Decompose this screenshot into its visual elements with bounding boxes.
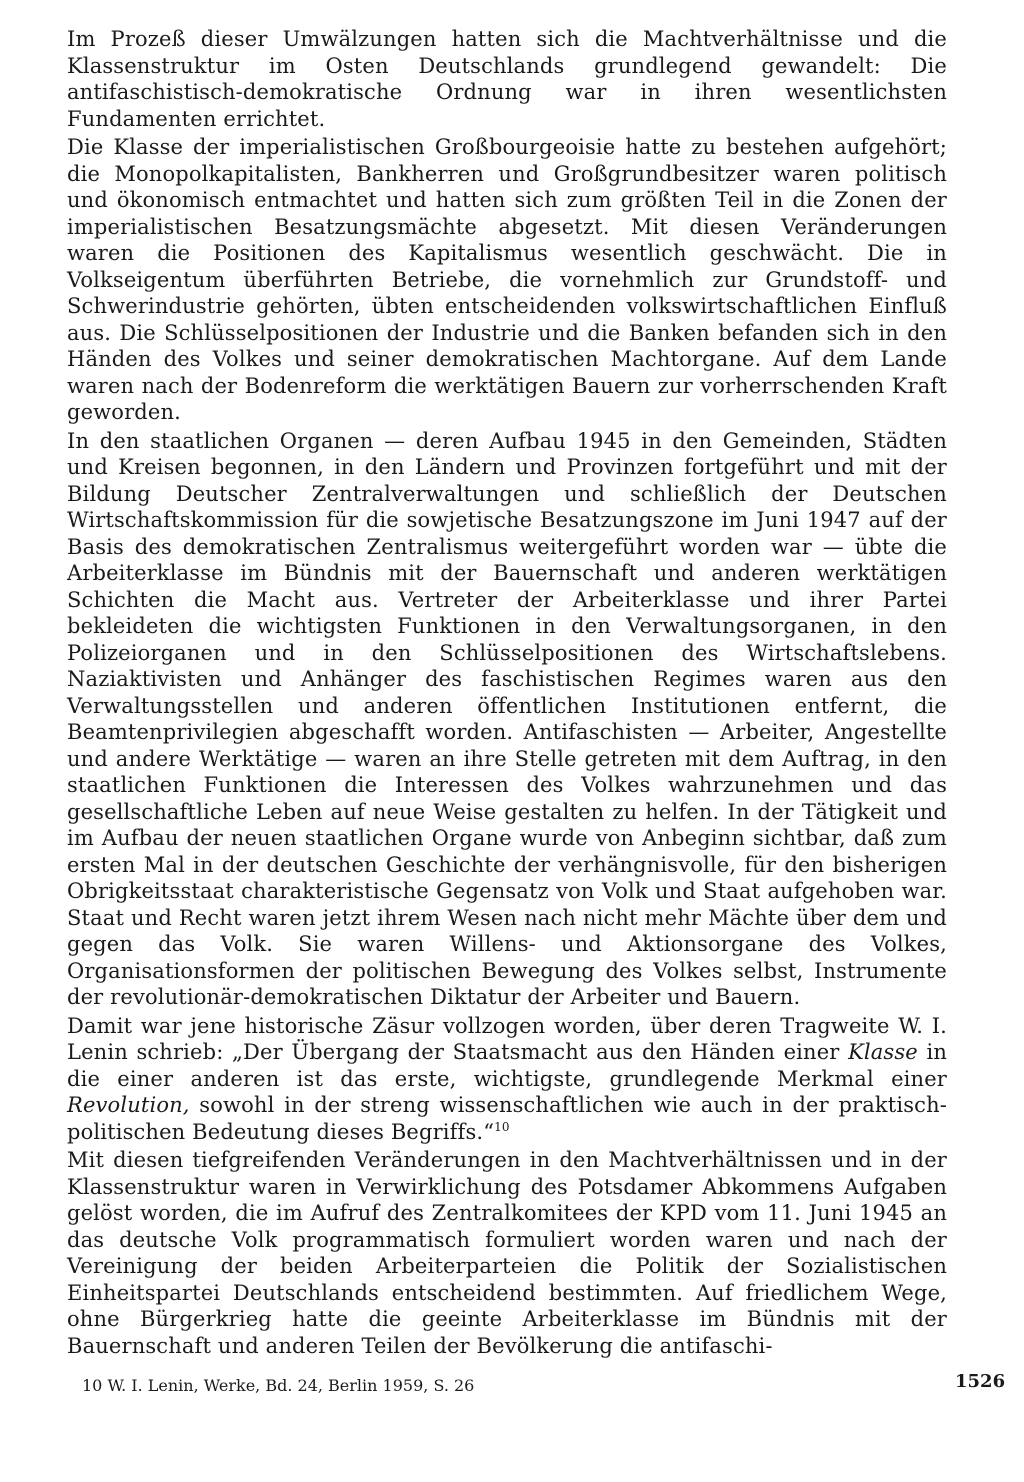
quote-text-1: Damit war jene historische Zäsur vollzogen worden, über deren Tragweite W. I. Lenin schrieb: „Der Übergang der Staatsmacht aus den Händen einer	[67, 1013, 947, 1064]
quote-text-3: sowohl in der streng wissenschaftlichen wie auch in der praktisch-politischen Bedeutung dieses Begriffs.“	[67, 1093, 947, 1144]
page-number: 1526	[955, 1371, 1006, 1392]
paragraph-closing: Mit diesen tiefgreifenden Veränderungen in den Machtverhältnissen und in der Klassenstruktur waren in Verwirklichung des Potsdamer Abkommens Aufgaben gelöst worden, die im Aufruf des Zentralkomitees der KPD vom 11. Juni 1945 an das deutsche Volk programmatisch formuliert worden waren und nach der Vereinigung der beiden Arbeiterparteien die Politik der Sozialistischen Einheitspartei Deutschlands entscheidend bestimmten. Auf friedlichem Wege, ohne Bürgerkrieg hatte die geeinte Arbeiterklasse im Bündnis mit der Bauernschaft und anderen Teilen der Bevölkerung die antifaschi-	[67, 1148, 947, 1358]
paragraph-2: Die Klasse der imperialistischen Großbourgeoisie hatte zu bestehen aufgehört; die Monopolkapitalisten, Bankherren und Großgrundbesitzer waren politisch und ökonomisch entmachtet und hatten sich zum größten Teil in die Zonen der imperialistischen Besatzungsmächte abgesetzt. Mit diesen Veränderungen waren die Positionen des Kapitalismus wesentlich geschwächt. Die in Volkseigentum überführten Betriebe, die vornehmlich zur Grundstoff- und Schwerindustrie gehörten, übten entscheidenden volkswirtschaftlichen Einfluß aus. Die Schlüsselpositionen der Industrie und die Banken befanden sich in den Händen des Volkes und seiner demokratischen Machtorgane. Auf dem Lande waren nach der Bodenreform die werktätigen Bauern zur vorherrschenden Kraft geworden.	[67, 135, 947, 424]
paragraph-3: In den staatlichen Organen — deren Aufbau 1945 in den Gemeinden, Städten und Kreisen begonnen, in den Ländern und Provinzen fortgeführt und mit der Bildung Deutscher Zentralverwaltungen und schließlich der Deutschen Wirtschaftskommission für die sowjetische Besatzungszone im Juni 1947 auf der Basis des demokratischen Zentralismus weitergeführt worden war — übte die Arbeiterklasse im Bündnis mit der Bauernschaft und anderen werktätigen Schichten die Macht aus. Vertreter der Arbeiterklasse und ihrer Partei bekleideten die wichtigsten Funktionen in den Verwaltungsorganen, in den Polizeiorganen und in den Schlüsselpositionen des Wirtschaftslebens. Naziaktivisten und Anhänger des faschistischen Regimes waren aus den Verwaltungsstellen und anderen öffentlichen Institutionen entfernt, die Beamtenprivilegien abgeschafft worden. Antifaschisten — Arbeiter, Angestellte und andere Werktätige — waren an ihre Stelle getreten mit dem Auftrag, in den staatlichen Funktionen die Interessen des Volkes wahrzunehmen und das gesellschaftliche Leben auf neue Weise gestalten zu helfen. In der Tätigkeit und im Aufbau der neuen staatlichen Organe wurde von Anbeginn sichtbar, daß zum ersten Mal in der deutschen Geschichte der verhängnisvolle, für den bisherigen Obrigkeitsstaat charakteristische Gegensatz von Volk und Staat aufgehoben war. Staat und Recht waren jetzt ihrem Wesen nach nicht mehr Mächte über dem und gegen das Volk. Sie waren Willens- und Aktionsorgane des Volkes, Organisationsformen der politischen Bewegung des Volkes selbst, Instrumente der revolutionär-demokratischen Diktatur der Arbeiter und Bauern.	[67, 428, 947, 1009]
footnote-reference: 10	[494, 1119, 510, 1134]
quote-emphasis-revolution: Revolution,	[67, 1093, 190, 1117]
main-text	[67, 26, 947, 1361]
paragraph-lenin-quote	[67, 1013, 947, 1146]
paragraph-1: Im Prozeß dieser Umwälzungen hatten sich die Machtverhältnisse und die Klassenstruktur im Osten Deutschlands grundlegend gewandelt: Die antifaschistisch-demokratische Ordnung war in ihren wesentlichsten Fundamenten errichtet.	[67, 27, 947, 131]
footnote: 10 W. I. Lenin, Werke, Bd. 24, Berlin 1959, S. 26	[82, 1376, 475, 1395]
quote-emphasis-klasse: Klasse	[848, 1040, 918, 1064]
quote-text-2: in die einer anderen ist das erste, wichtigste, grundlegende Merkmal einer	[67, 1040, 947, 1091]
